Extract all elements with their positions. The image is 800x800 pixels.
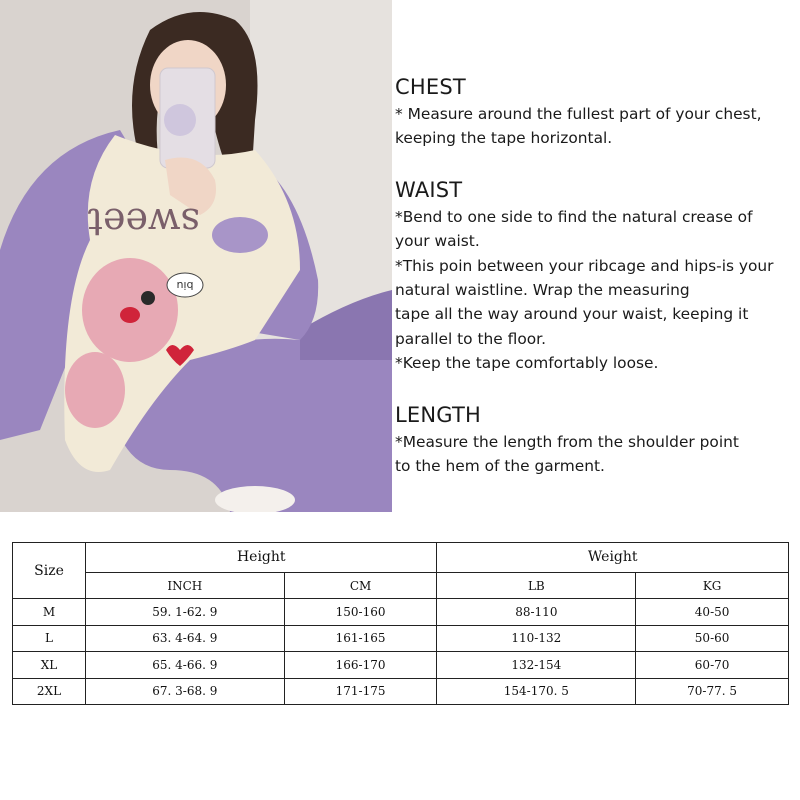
section-text: *Measure the length from the shoulder point to the hem of the garment. [395,432,739,476]
kg-cell: 40-50 [636,599,789,625]
garment-print: sweet [87,200,200,244]
section-text: *Bend to one side to find the natural crease of your waist. *This poin between your ribcage and hips-is your natural waistline. Wrap the measuring tape all the way around your waist, keeping it parallel to the floor. *Keep the tape comfortably loose. [395,207,774,373]
product-photo [0,0,392,512]
length-section [395,402,795,479]
table-row [13,625,789,651]
pajama-illustration [0,0,392,512]
table-header-row [13,543,789,573]
height-header: Height [86,543,437,573]
section-title: CHEST [395,75,466,99]
size-header: Size [13,543,86,599]
size-cell: M [13,599,86,625]
kg-cell: 60-70 [636,652,789,678]
measuring-guide [395,74,795,492]
lb-cell: 154-170. 5 [437,678,636,704]
table-unit-row [13,572,789,598]
lb-cell: 88-110 [437,599,636,625]
inch-cell: 63. 4-64. 9 [86,625,285,651]
weight-header: Weight [437,543,789,573]
inch-cell: 67. 3-68. 9 [86,678,285,704]
size-chart-table [12,542,789,705]
size-cell: 2XL [13,678,86,704]
unit-lb: LB [437,572,636,598]
unit-inch: INCH [86,572,285,598]
table-row [13,652,789,678]
table-row [13,678,789,704]
section-title: WAIST [395,177,463,202]
size-cell: L [13,625,86,651]
table-row [13,599,789,625]
section-title: LENGTH [395,402,482,427]
cm-cell: 161-165 [284,625,437,651]
waist-section [395,177,795,376]
size-cell: XL [13,652,86,678]
lb-cell: 132-154 [437,652,636,678]
kg-cell: 70-77. 5 [636,678,789,704]
cm-cell: 171-175 [284,678,437,704]
unit-cm: CM [284,572,437,598]
kg-cell: 50-60 [636,625,789,651]
cm-cell: 150-160 [284,599,437,625]
section-text: * Measure around the fullest part of your chest, keeping the tape horizontal. [395,105,762,148]
cm-cell: 166-170 [284,652,437,678]
bubble-text: biu [176,279,194,292]
inch-cell: 65. 4-66. 9 [86,652,285,678]
inch-cell: 59. 1-62. 9 [86,599,285,625]
chest-section [395,74,795,151]
unit-kg: KG [636,572,789,598]
lb-cell: 110-132 [437,625,636,651]
